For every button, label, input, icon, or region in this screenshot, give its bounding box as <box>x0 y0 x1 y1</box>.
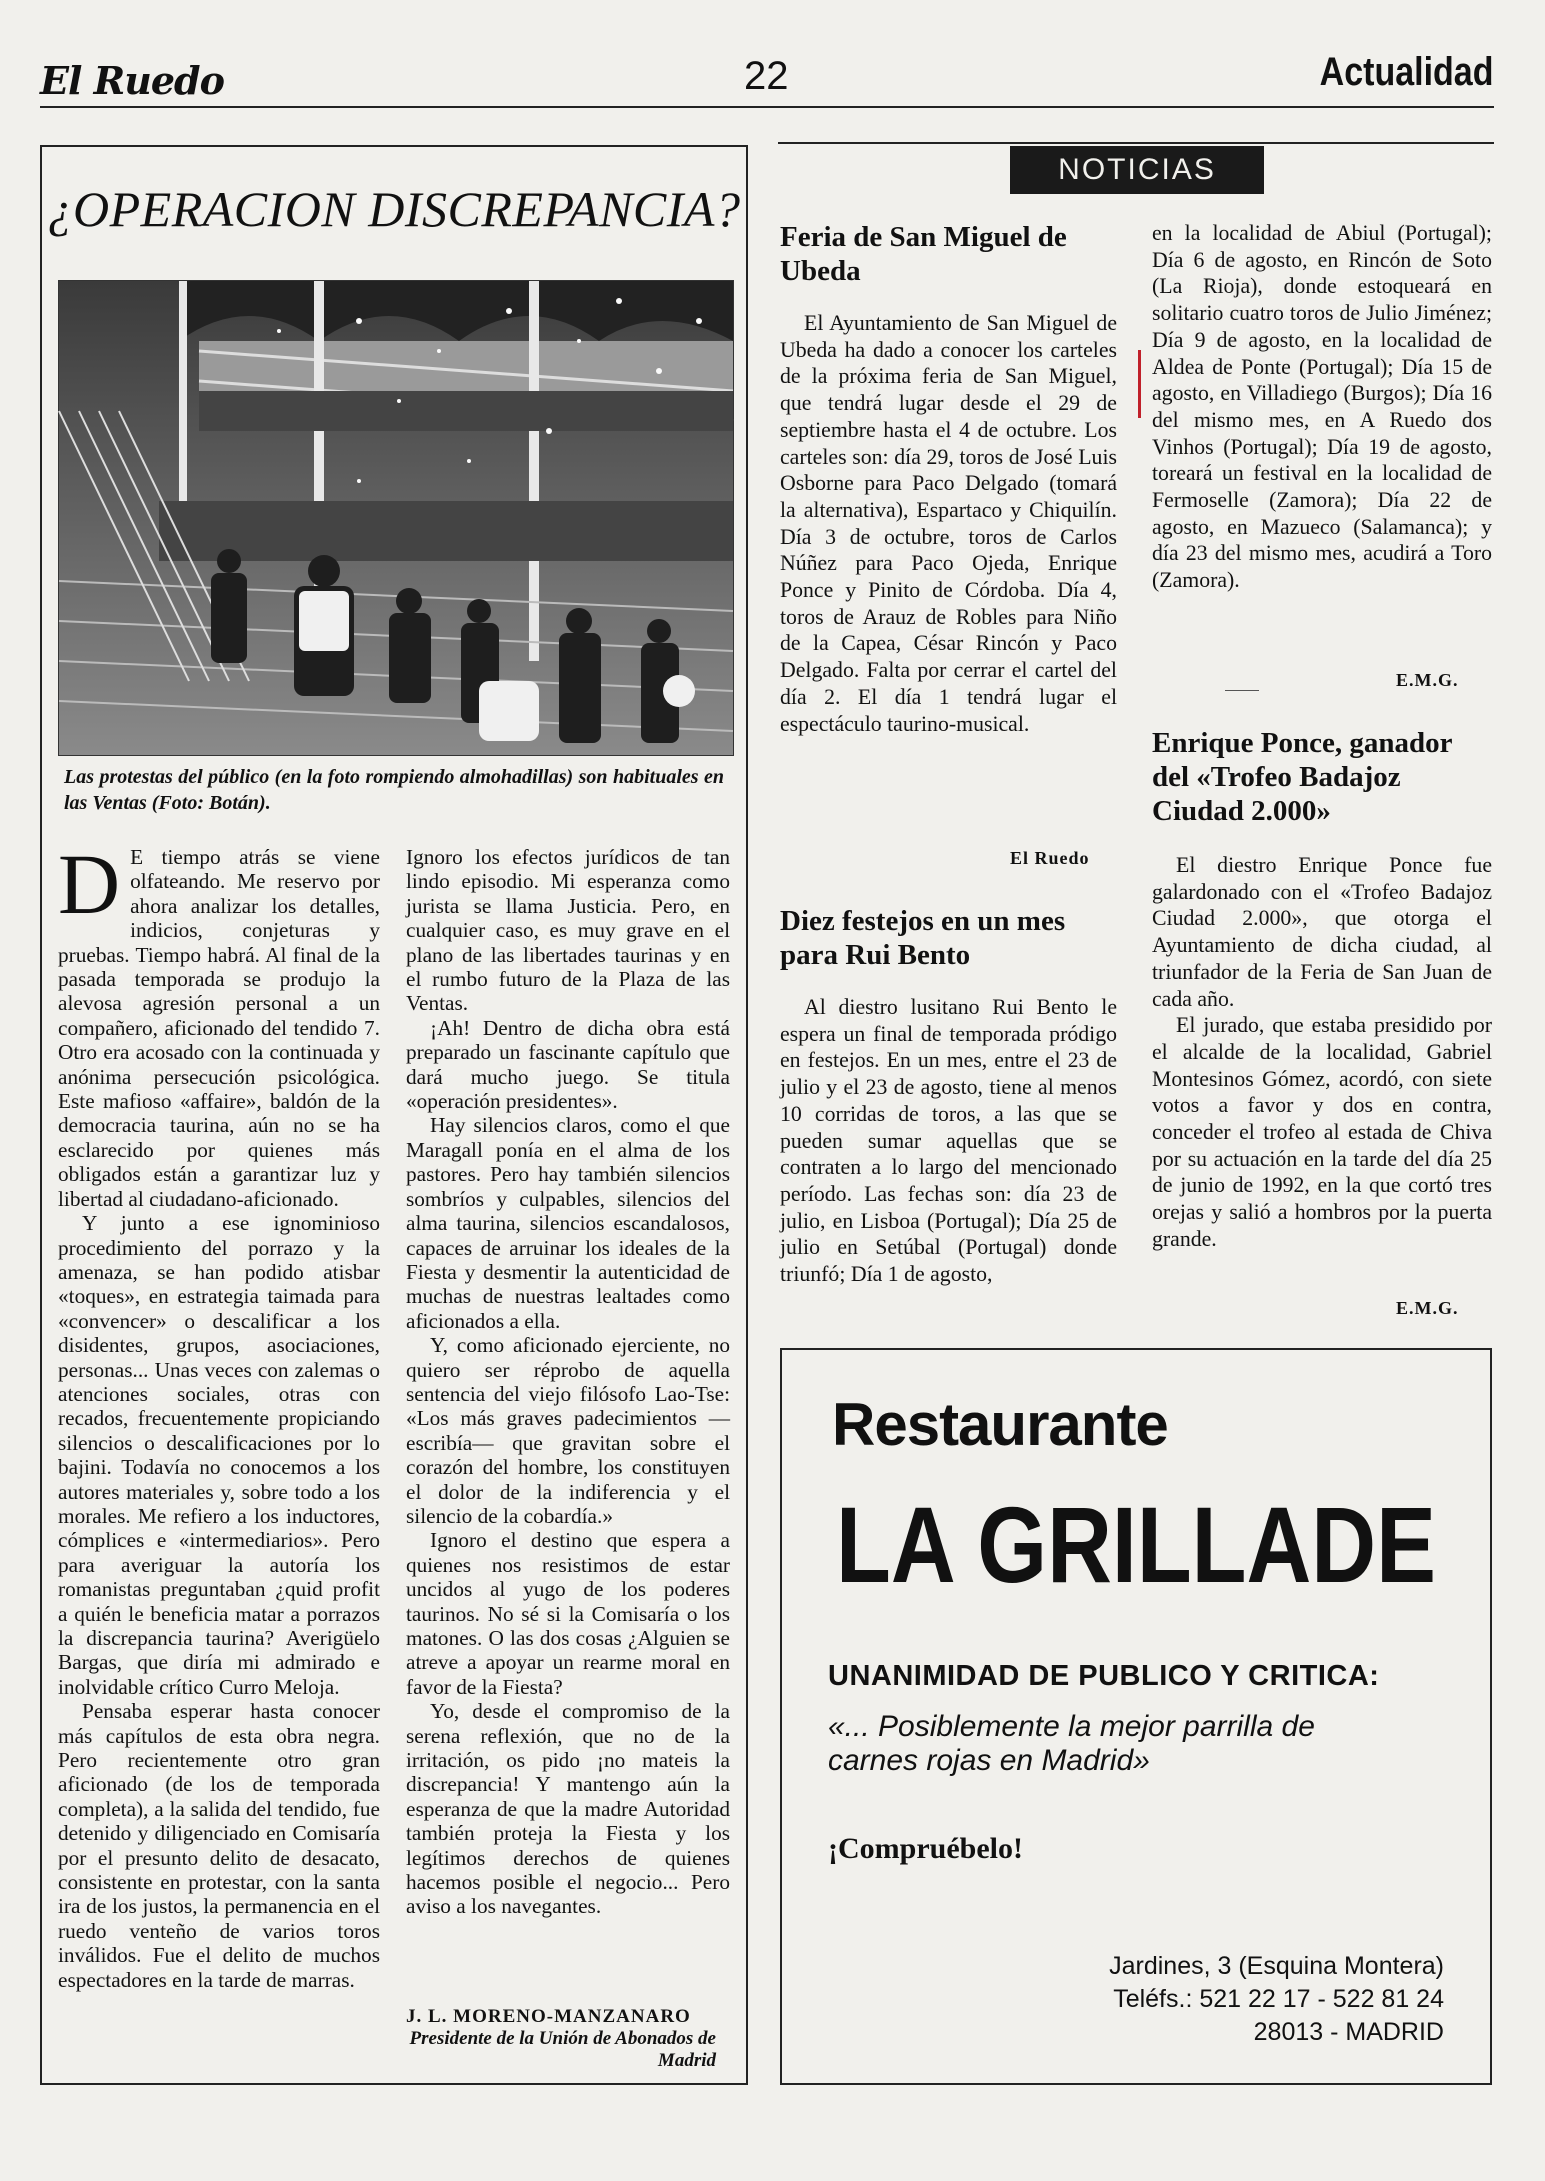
opinion-paragraph: Ignoro los efectos jurídicos de tan lindo episodio. Mi esperanza como jurista se llama Justicia. Pero, en cualquier caso, es muy grave en el plano de las libertades taurinas y en el rumbo futuro de la Plaza de las Ventas. <box>406 845 730 1016</box>
red-pen-mark <box>1138 350 1141 418</box>
news-text-ubeda <box>780 310 1117 737</box>
ad-city: 28013 - MADRID <box>1253 2018 1444 2046</box>
news-text-ponce <box>1152 852 1492 1253</box>
news-title-ponce: Enrique Ponce, ganador del «Trofeo Badajoz Ciudad 2.000» <box>1152 727 1452 827</box>
photo-caption: Las protestas del público (en la foto rompiendo almohadillas) son habituales en las Ventas (Foto: Botán). <box>64 766 724 814</box>
opinion-paragraph-text: E tiempo atrás se viene olfateando. Me reservo por ahora analizar los detalles, indicios, conjeturas y pruebas. Tiempo habrá. Al final de la pasada temporada se produjo la alevosa agresión personal a un compañero, aficionado del tendido 7. Otro era acosado con la continuada y anónima persecución psicológica. Este mafioso «affaire», baldón de la democracia taurina, aún no se ha esclarecido por quienes más obligados están a garantizar luz y libertad al ciudadano-aficionado. <box>58 845 380 1211</box>
ad-restaurant-label: Restaurante <box>832 1391 1168 1458</box>
opinion-headline: ¿OPERACION DISCREPANCIA? <box>47 181 741 237</box>
ad-phones: Teléfs.: 521 22 17 - 522 81 24 <box>1113 1985 1444 2013</box>
author-signature <box>406 2006 716 2072</box>
ad-quote: «... Posiblemente la mejor parrilla de carnes rojas en Madrid» <box>828 1710 1315 1777</box>
news-text-bento-continued <box>1152 220 1492 594</box>
header-rule <box>40 106 1494 108</box>
ad-headline: UNANIMIDAD DE PUBLICO Y CRITICA: <box>828 1660 1380 1692</box>
news-text-bento <box>780 994 1117 1288</box>
news-credit-bento: E.M.G. <box>1396 670 1459 690</box>
opinion-paragraph: Y junto a ese ignominioso procedimiento del porrazo y la amenaza, se han podido atisbar «toques», en estrategia taimada para «convencer» o descalificar a los disidentes, grupos, asociaciones, personas... Unas veces con zalemas o atenciones sociales, otras con recados, frecuentemente propiciando silencios o descalificaciones por lo bajini. Todavía no conocemos a los autores materiales y, sobre todo a los morales. Me refiero a los inductores, cómplices e «intermediarios». Pero para averiguar la autoría los romanistas preguntaban ¿quid profit a quién le beneficia matar a porrazos la discrepancia taurina? Averigüelo Bargas, que diría mi admirado e inolvidable crítico Curro Meloja. <box>58 1211 380 1699</box>
opinion-column-2 <box>406 845 730 1919</box>
news-paragraph: en la localidad de Abiul (Portugal); Día 6 de agosto, en Rincón de Soto (La Rioja), donde estoqueará en solitario cuatro toros de Julio Jiménez; Día 9 de agosto, en la localidad de Aldea de Ponte (Portugal); Día 15 de agosto, en Villadiego (Burgos); Día 16 del mismo mes, en A Ruedo dos Vinhos (Portugal); Día 19 de agosto, toreará un festival en la localidad de Fermoselle (Zamora); Día 22 de agosto, en Mazueco (Salamanca); y día 23 del mismo mes, acudirá a Toro (Zamora). <box>1152 221 1492 593</box>
ad-address: Jardines, 3 (Esquina Montera) <box>1109 1952 1444 1980</box>
ad-logo-text: LA GRILLADE <box>836 1484 1436 1605</box>
news-paragraph: El Ayuntamiento de San Miguel de Ubeda ha dado a conocer los carteles de la próxima feria de San Miguel, que tendrá lugar desde el 29 de septiembre hasta el 4 de octubre. Los carteles son: día 29, toros de José Luis Osborne para Paco Delgado (tomará la alternativa), Espartaco y Chiquilín. Día 3 de octubre, toros de Carlos Núñez para Paco Ojeda, Enrique Ponce y Pinito de Córdoba. Día 4, toros de Arauz de Robles para Niño de la Capea, César Rincón y Paco Delgado. Falta por cerrar el cartel del día 2. El día 1 tendrá lugar el espectáculo taurino-musical. <box>780 311 1117 736</box>
opinion-paragraph: Hay silencios claros, como el que Maragall ponía en el alma de los pastores. Pero hay también silencios sombríos y culpables, silencios del alma taurina, silencios escandalosos, capaces de arruinar los ideales de la Fiesta y desmentir la autenticidad de muchas de nuestras lealtades como aficionados a ella. <box>406 1113 730 1333</box>
bullring-photo-illustration <box>59 281 733 755</box>
opinion-column-1 <box>58 836 380 1992</box>
drop-cap: D <box>58 836 121 932</box>
ad-contact <box>1050 1950 1444 2049</box>
noticias-rule <box>778 142 1494 144</box>
opinion-paragraph: Ignoro el destino que espera a quienes nos resistimos de estar uncidos al yugo de los poderes taurinos. No sé si la Comisaría o los matones. O las dos cosas ¿Alguien se atreve a apoyar un rearme moral en favor de la Fiesta? <box>406 1528 730 1699</box>
masthead-logo: El Ruedo <box>40 58 224 103</box>
section-title: Actualidad <box>1319 50 1493 94</box>
news-title-ubeda: Feria de San Miguel de Ubeda <box>780 221 1067 287</box>
news-credit-ponce: E.M.G. <box>1396 1298 1459 1318</box>
ad-call-to-action: ¡Compruébelo! <box>828 1832 1023 1865</box>
news-title-bento: Diez festejos en un mes para Rui Bento <box>780 905 1066 971</box>
author-name: J. L. MORENO-MANZANARO <box>406 2006 691 2027</box>
la-grillade-logo <box>834 1482 1438 1605</box>
opinion-paragraph <box>58 836 380 1211</box>
opinion-paragraph: Y, como aficionado ejerciente, no quiero ser réprobo de aquella sentencia del viejo filósofo Lao-Tse: «Los más graves padecimientos —escribía— que gravitan sobre el corazón del hombre, los constituyen el dolor de la indiferencia y el silencio de la cobardía.» <box>406 1333 730 1528</box>
noticias-banner: NOTICIAS <box>1010 146 1264 194</box>
news-paragraph: Al diestro lusitano Rui Bento le espera un final de temporada pródigo en festejos. En un mes, entre el 23 de julio y el 23 de agosto, tiene al menos 10 corridas de toros, a las que se pueden sumar aquellas que se contraten a lo largo del mencionado período. Las fechas son: día 23 de julio, en Lisboa (Portugal); Día 25 de julio en Setúbal (Portugal) donde triunfó; Día 1 de agosto, <box>780 995 1117 1287</box>
page-number: 22 <box>744 54 789 98</box>
news-paragraph: El jurado, que estaba presidido por el alcalde de la localidad, Gabriel Montesinos Gómez, acordó, con siete votos a favor y dos en contra, conceder el trofeo al estada de Chiva por su actuación en la tarde del día 25 de junio de 1992, en la que cortó tres orejas y salió a hombros por la puerta grande. <box>1152 1013 1492 1251</box>
news-credit-ubeda: El Ruedo <box>1010 848 1090 868</box>
opinion-paragraph: ¡Ah! Dentro de dicha obra está preparado un fascinante capítulo que dará mucho juego. Se titula «operación presidentes». <box>406 1015 730 1114</box>
opinion-paragraph: Pensaba esperar hasta conocer más capítulos de esta obra negra. Pero recientemente otro gran aficionado (de los de temporada completa), a la salida del tendido, fue detenido y diligenciado en Comisaría por el presunto delito de desacato, consistente en protestar, con la santa ira de los justos, la permanencia en el ruedo venteño de varios toros inválidos. Fue el delito de muchos espectadores en la tarde de marras. <box>58 1699 380 1992</box>
divider <box>1225 690 1259 691</box>
opinion-paragraph: Yo, desde el compromiso de la serena reflexión, que no de la irritación, os pido ¡no mateis la discrepancia! Y mantengo aún la esperanza de que la madre Autoridad también proteja la Fiesta y los legítimos derechos de quienes hacemos posible el negocio... Pero aviso a los navegantes. <box>406 1699 730 1919</box>
author-role: Presidente de la Unión de Abonados de Madrid <box>409 2028 716 2071</box>
bullring-photo <box>58 280 734 756</box>
news-paragraph: El diestro Enrique Ponce fue galardonado con el «Trofeo Badajoz Ciudad 2.000», que otorga el Ayuntamiento de dicha ciudad, al triunfador de la Feria de San Juan de cada año. <box>1152 853 1492 1011</box>
